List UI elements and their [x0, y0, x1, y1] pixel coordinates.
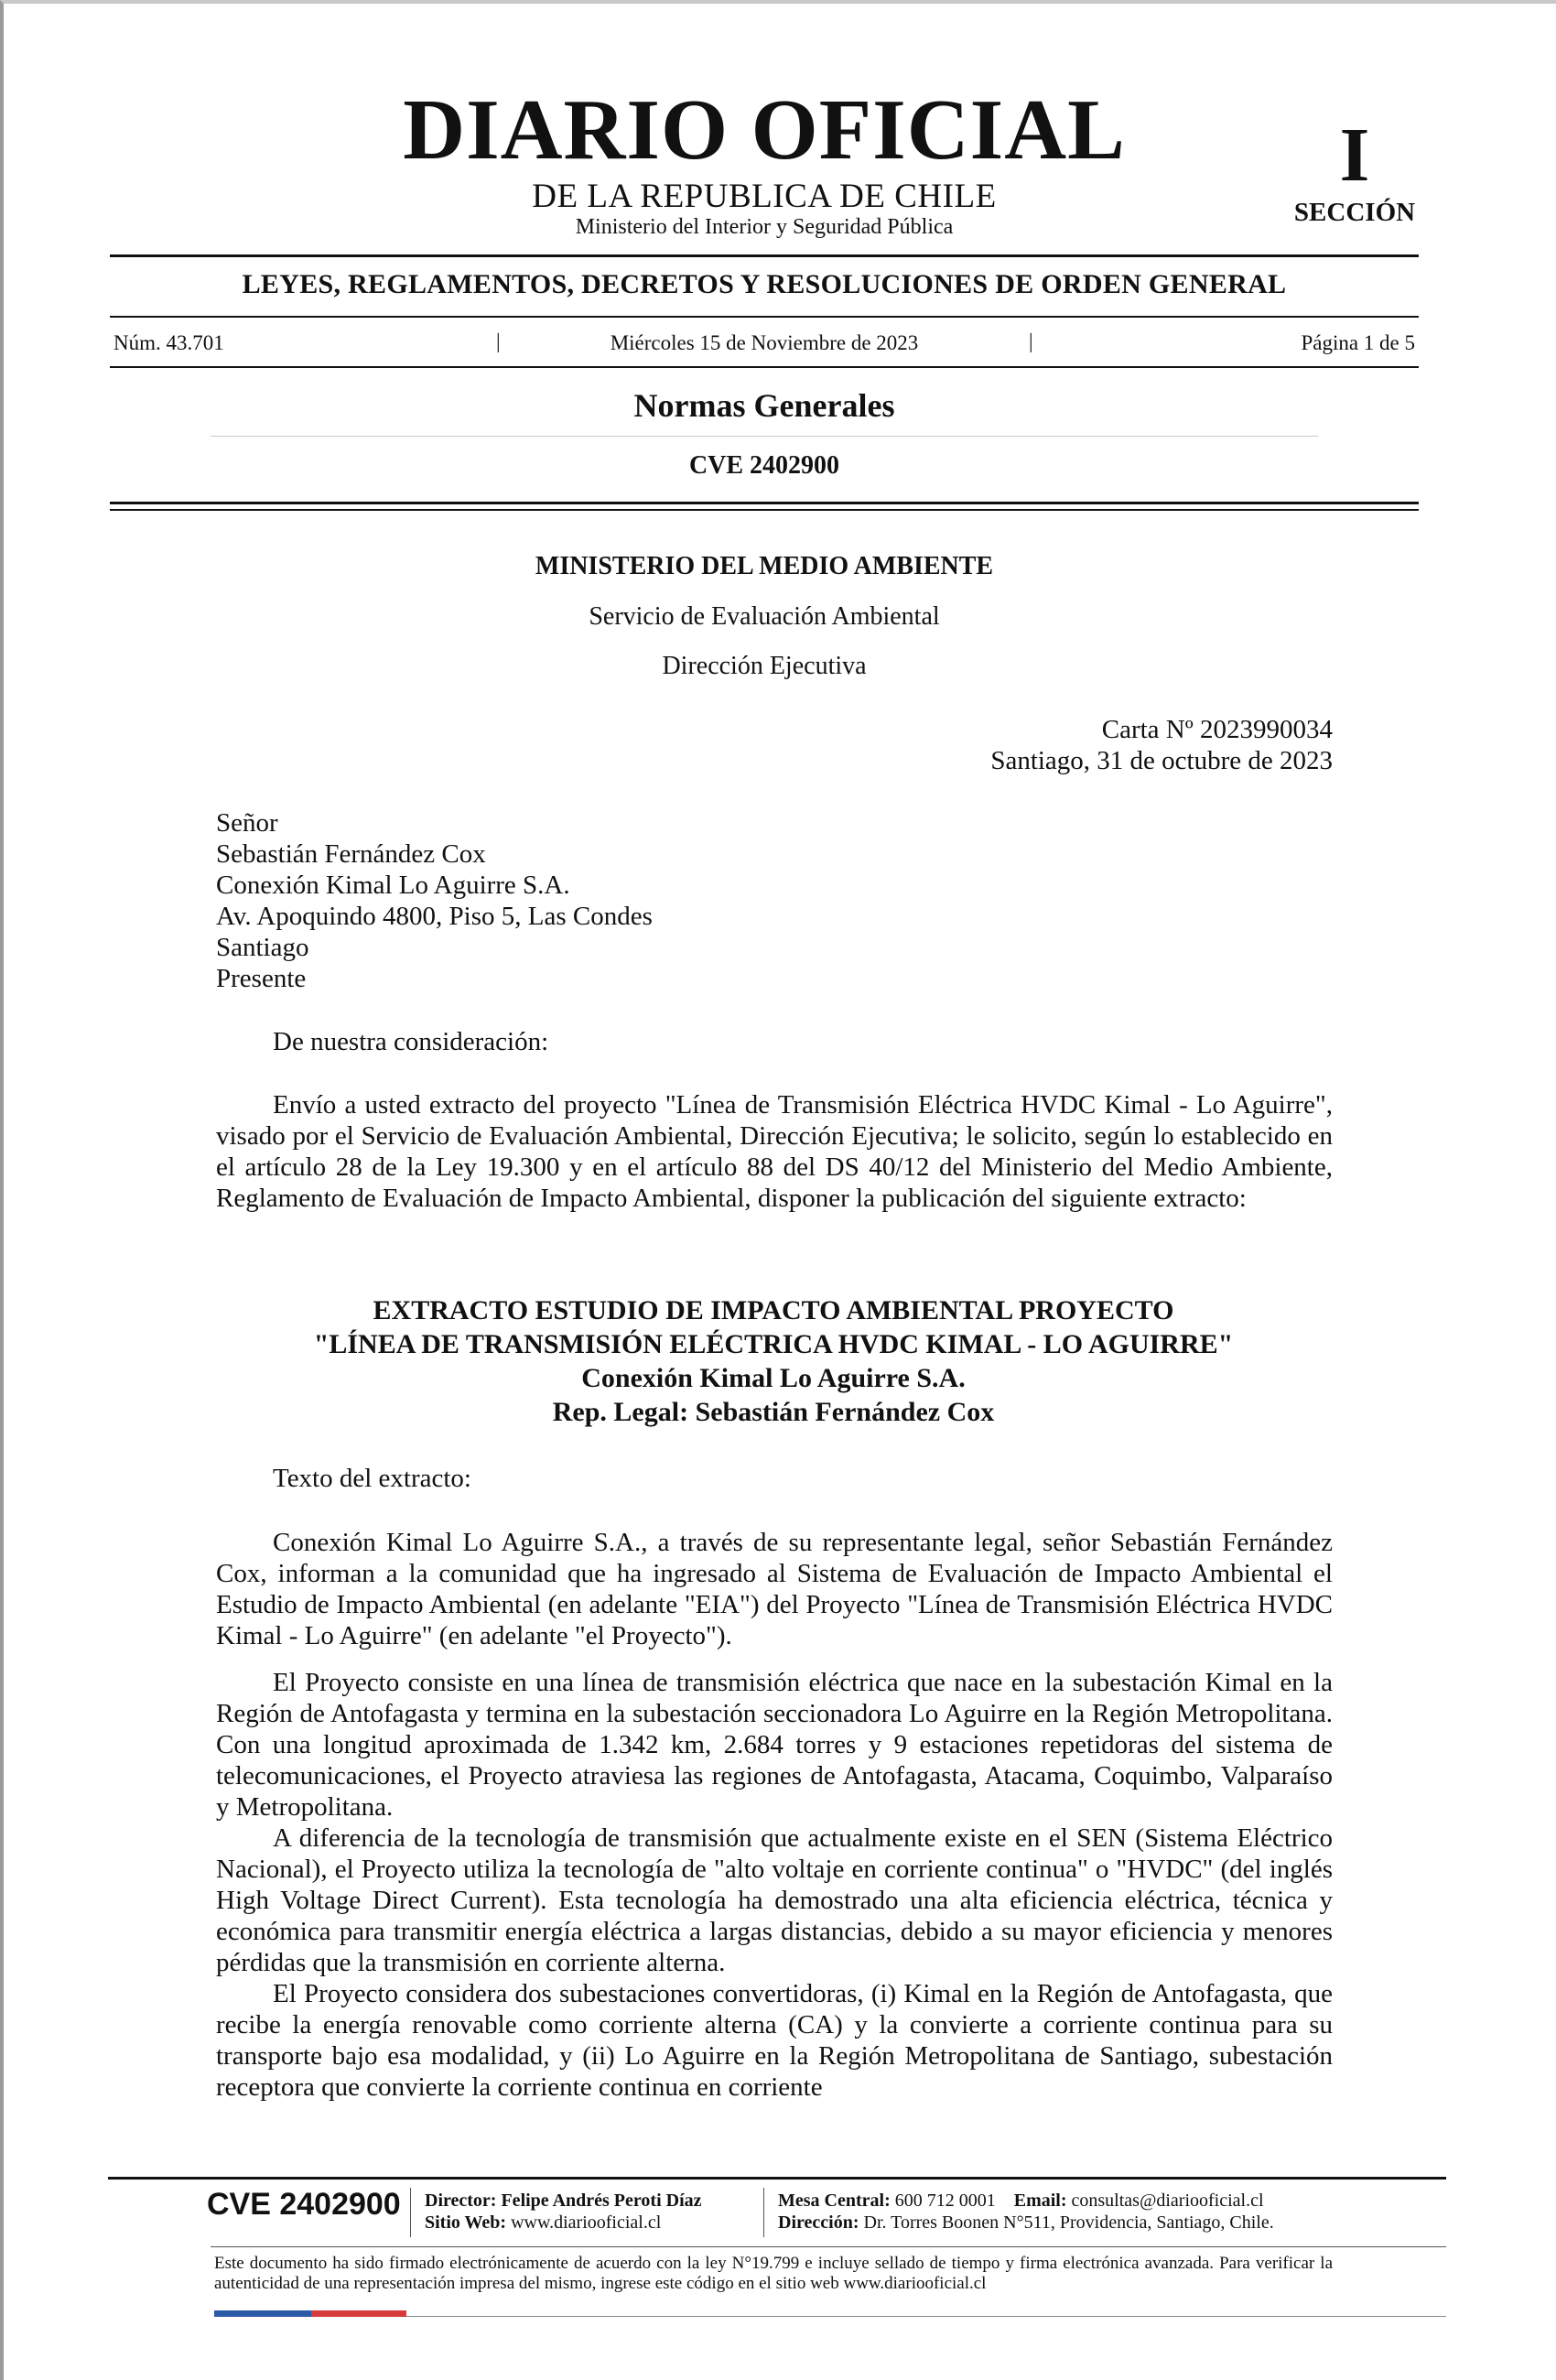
footer-divider: [763, 2188, 764, 2237]
letter-number: Carta Nº 2023990034: [1101, 715, 1333, 744]
footer-director-block: [425, 2190, 702, 2234]
headline: LEYES, REGLAMENTOS, DECRETOS Y RESOLUCIONES DE ORDEN GENERAL: [242, 269, 1287, 299]
extract-company: Conexión Kimal Lo Aguirre S.A.: [581, 1363, 966, 1393]
footer-rule-bottom: [406, 2316, 1446, 2317]
extract-legal-rep: Rep. Legal: Sebastián Fernández Cox: [552, 1397, 995, 1427]
masthead-rule: [110, 254, 1419, 257]
extract-paragraph: A diferencia de la tecnología de transmisión que actualmente existe en el SEN (Sistema Eléctrico Nacional), el Proyecto utiliza la tecnología de "alto voltaje en corriente continua" o "HVDC" (del inglés High Voltage Direct Current). Esta tecnología ha demostrado una alta eficiencia eléctrica, técnica y económica para transmitir energía eléctrica a largas distancias, debido a su mayor eficiencia y menores pérdidas que la transmisión en corriente alterna.: [216, 1823, 1333, 1977]
masthead-title: DIARIO OFICIAL: [403, 82, 1126, 178]
salutation: De nuestra consideración:: [273, 1027, 549, 1056]
footer-rule-mid: [211, 2246, 1446, 2247]
address-label: Dirección:: [778, 2212, 859, 2233]
website-label: Sitio Web:: [425, 2212, 507, 2233]
email-label: Email:: [1013, 2191, 1067, 2211]
email-link[interactable]: consultas@diariooficial.cl: [1071, 2191, 1264, 2211]
recipient-block: [216, 807, 653, 994]
address-text: Dr. Torres Boonen N°511, Providencia, Santiago, Chile.: [863, 2212, 1274, 2233]
masthead-ministry: Ministerio del Interior y Seguridad Pública: [575, 215, 954, 239]
section-heading: Normas Generales: [633, 387, 895, 424]
issue-date: Miércoles 15 de Noviembre de 2023: [610, 331, 919, 354]
issuer-service: Servicio de Evaluación Ambiental: [589, 602, 940, 631]
issue-separator: |: [496, 330, 501, 352]
issue-page: Página 1 de 5: [1301, 331, 1415, 354]
recipient-line: Conexión Kimal Lo Aguirre S.A.: [216, 871, 570, 900]
extract-title-line-1: EXTRACTO ESTUDIO DE IMPACTO AMBIENTAL PROYECTO: [373, 1295, 1174, 1325]
extract-label: Texto del extracto:: [273, 1464, 471, 1493]
director-label: Director:: [425, 2191, 497, 2211]
headline-rule: [110, 316, 1419, 318]
extract-paragraph: El Proyecto considera dos subestaciones convertidoras, (i) Kimal en la Región de Antofagasta, que recibe la energía renovable como corriente alterna (CA) y la convierte a corriente continua para su transporte bajo esa modalidad, y (ii) Lo Aguirre en la Región Metropolitana de Santiago, subestación receptora que convierte la corriente continua en corriente: [216, 1979, 1333, 2102]
section-label: SECCIÓN: [1293, 198, 1416, 227]
intro-paragraph: Envío a usted extracto del proyecto "Línea de Transmisión Eléctrica HVDC Kimal - Lo Aguirre", visado por el Servicio de Evaluación Ambiental, Dirección Ejecutiva; le solicito, según lo establecido en el artículo 28 de la Ley 19.300 y en el artículo 88 del DS 40/12 del Ministerio del Medio Ambiente, Reglamento de Evaluación de Impacto Ambiental, disponer la publicación del siguiente extracto:: [216, 1090, 1333, 1213]
recipient-line: Presente: [216, 964, 307, 993]
issue-number: Núm. 43.701: [113, 331, 224, 354]
cve-rule-thin: [110, 509, 1419, 511]
recipient-line: Sebastián Fernández Cox: [216, 839, 486, 869]
recipient-line: Señor: [216, 808, 278, 838]
recipient-line: Av. Apoquindo 4800, Piso 5, Las Condes: [216, 902, 653, 931]
letter-reference: [990, 714, 1333, 776]
masthead-subtitle: DE LA REPUBLICA DE CHILE: [532, 178, 997, 215]
letter-place-date: Santiago, 31 de octubre de 2023: [990, 746, 1333, 775]
issue-rule: [110, 366, 1419, 368]
section-number: I: [1339, 113, 1370, 198]
issuer-ministry: MINISTERIO DEL MEDIO AMBIENTE: [535, 552, 994, 580]
flag-stripe-red: [311, 2310, 406, 2317]
cve-rule-thick: [110, 502, 1419, 504]
cve-code: CVE 2402900: [688, 451, 840, 480]
mesa-phone: 600 712 0001: [894, 2191, 996, 2211]
footer-cve: CVE 2402900: [207, 2187, 401, 2222]
footer-note: Este documento ha sido firmado electrónicamente de acuerdo con la ley N°19.799 e incluye sellado de tiempo y firma electrónica avanzada. Para verificar la autenticidad de una representación impresa del mismo, ingrese este código en el sitio web www.diariooficial.cl: [214, 2254, 1333, 2293]
mesa-label: Mesa Central:: [778, 2191, 891, 2211]
director-name: Felipe Andrés Peroti Díaz: [501, 2191, 702, 2211]
footer-rule: [108, 2177, 1446, 2180]
footer-divider: [410, 2188, 411, 2237]
issue-separator: |: [1029, 330, 1033, 352]
section-heading-rule: [211, 436, 1318, 437]
issuer-direction: Dirección Ejecutiva: [662, 652, 867, 680]
footer-contact-block: [778, 2190, 1274, 2234]
extract-paragraph: El Proyecto consiste en una línea de transmisión eléctrica que nace en la subestación Kimal en la Región de Antofagasta y termina en la subestación seccionadora Lo Aguirre en la Región Metropolitana. Con una longitud aproximada de 1.342 km, 2.684 torres y 9 estaciones repetidoras del sistema de telecomunicaciones, el Proyecto atraviesa las regiones de Antofagasta, Atacama, Coquimbo, Valparaíso y Metropolitana.: [216, 1668, 1333, 1822]
website-link[interactable]: www.diariooficial.cl: [511, 2212, 662, 2233]
recipient-line: Santiago: [216, 933, 309, 962]
extract-title-line-2: "LÍNEA DE TRANSMISIÓN ELÉCTRICA HVDC KIMAL - LO AGUIRRE": [313, 1329, 1234, 1359]
extract-paragraph: Conexión Kimal Lo Aguirre S.A., a través de su representante legal, señor Sebastián Fernández Cox, informan a la comunidad que ha ingresado al Sistema de Evaluación de Impacto Ambiental el Estudio de Impacto Ambiental (en adelante "EIA") del Proyecto "Línea de Transmisión Eléctrica HVDC Kimal - Lo Aguirre" (en adelante "el Proyecto").: [216, 1528, 1333, 1650]
flag-stripe-blue: [214, 2310, 311, 2317]
